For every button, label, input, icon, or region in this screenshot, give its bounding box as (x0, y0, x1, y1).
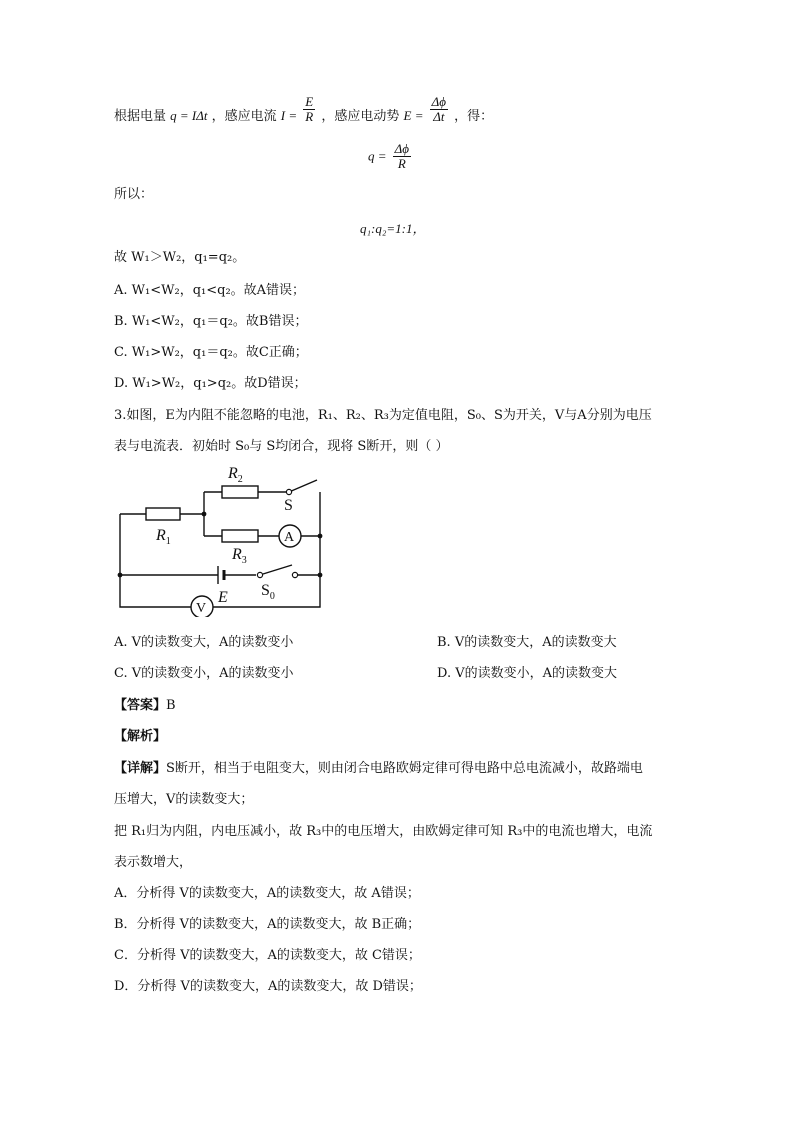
switch-s-label: S (284, 497, 293, 514)
detail-line-3: 把 R₁归为内阻，内电压减小，故 R₃中的电压增大，由欧姆定律可知 R₃中的电流也增大，电流 (114, 824, 653, 839)
prev-option-a: A. W₁<W₂，q₁<q₂。故A错误； (114, 283, 306, 298)
emf-numerator: Δϕ (431, 94, 447, 109)
r3-label: $R_3$ (232, 546, 247, 566)
junction-dot-1 (202, 512, 207, 517)
r2-label: $R_2$ (228, 465, 243, 485)
q-formula-lhs: q = (368, 148, 387, 164)
junction-dot-3 (118, 573, 123, 578)
r3-resistor (222, 530, 258, 542)
detail-option-d: D．分析得 V的读数变大，A的读数变大，故 D错误； (114, 979, 422, 994)
detail-text-1: S断开，相当于电阻变大，则由闭合电路欧姆定律可得电路中总电流减小，故路端电 (166, 761, 643, 776)
option-b: B. V的读数变大，A的读数变大 (437, 635, 617, 650)
q-fraction (393, 142, 411, 171)
switch-s0-contact-right (292, 572, 297, 577)
prev-option-b: B. W₁<W₂，q₁＝q₂。故B错误； (114, 314, 308, 329)
detail-line-2: 压增大，V的读数变大； (114, 792, 254, 807)
detail-option-a: A．分析得 V的读数变大，A的读数变大，故 A错误； (114, 886, 420, 901)
current-fraction (303, 95, 315, 124)
question-line-2: 表与电流表．初始时 S₀与 S均闭合，现将 S断开，则（ ） (114, 439, 449, 454)
detail-label: 【详解】 (114, 761, 167, 776)
answer-label: 【答案】 (114, 698, 167, 713)
q-formula (368, 142, 413, 171)
switch-s-contact-left (286, 489, 291, 494)
voltmeter-label: V (196, 601, 207, 616)
option-c: C. V的读数变小，A的读数变小 (114, 666, 294, 681)
r1-resistor (146, 508, 180, 520)
intro-text-4: ，得： (454, 109, 494, 124)
emf-denominator: Δt (433, 109, 445, 124)
option-d: D. V的读数变小，A的读数变大 (437, 666, 618, 681)
ratio-text: q₁:q₂=1:1， (360, 221, 426, 236)
suoyi-text: 所以： (114, 187, 154, 202)
emf-formula-lhs: E = (403, 108, 424, 123)
r1-label: $R_1$ (156, 527, 171, 547)
current-numerator: E (305, 94, 314, 109)
switch-s0-blade (263, 565, 292, 574)
intro-text-3: ，感应电动势 (321, 109, 400, 124)
prev-option-c: C. W₁>W₂，q₁＝q₂。故C正确； (114, 345, 308, 360)
detail-line-4: 表示数增大， (114, 855, 193, 870)
intro-text-1: 根据电量 (114, 109, 167, 124)
battery-label: E (218, 589, 228, 606)
conclusion-text: 故 W₁＞W₂，q₁=q₂。 (114, 250, 246, 265)
r2-resistor (222, 486, 258, 498)
junction-dot-4 (318, 573, 323, 578)
detail-option-b: B．分析得 V的读数变大，A的读数变大，故 B正确； (114, 917, 421, 932)
answer-line (114, 697, 176, 715)
switch-s0-contact-left (257, 572, 262, 577)
detail-option-c: C．分析得 V的读数变大，A的读数变大，故 C错误； (114, 948, 421, 963)
circuit-diagram (110, 462, 340, 617)
emf-fraction (430, 95, 448, 124)
switch-s0-label: $S_0$ (261, 582, 275, 602)
question-line-1: 3.如图，E为内阻不能忽略的电池，R₁、R₂、R₃为定值电阻，S₀、S为开关，V与A分别为电压 (114, 408, 652, 423)
option-a: A. V的读数变大，A的读数变小 (114, 635, 294, 650)
q-denominator: R (397, 156, 406, 171)
prev-option-d: D. W₁>W₂，q₁>q₂。故D错误； (114, 376, 307, 391)
current-formula-lhs: I = (280, 108, 298, 123)
charge-formula: q = IΔt (170, 108, 208, 123)
switch-s-blade (289, 480, 317, 492)
junction-dot-2 (318, 534, 323, 539)
analysis-label: 【解析】 (114, 729, 167, 744)
ammeter-label: A (284, 530, 295, 545)
answer-value: B (166, 698, 176, 713)
current-denominator: R (305, 109, 314, 124)
detail-line-1 (114, 760, 643, 778)
intro-text-2: ，感应电流 (211, 109, 277, 124)
q-numerator: Δϕ (394, 141, 410, 156)
